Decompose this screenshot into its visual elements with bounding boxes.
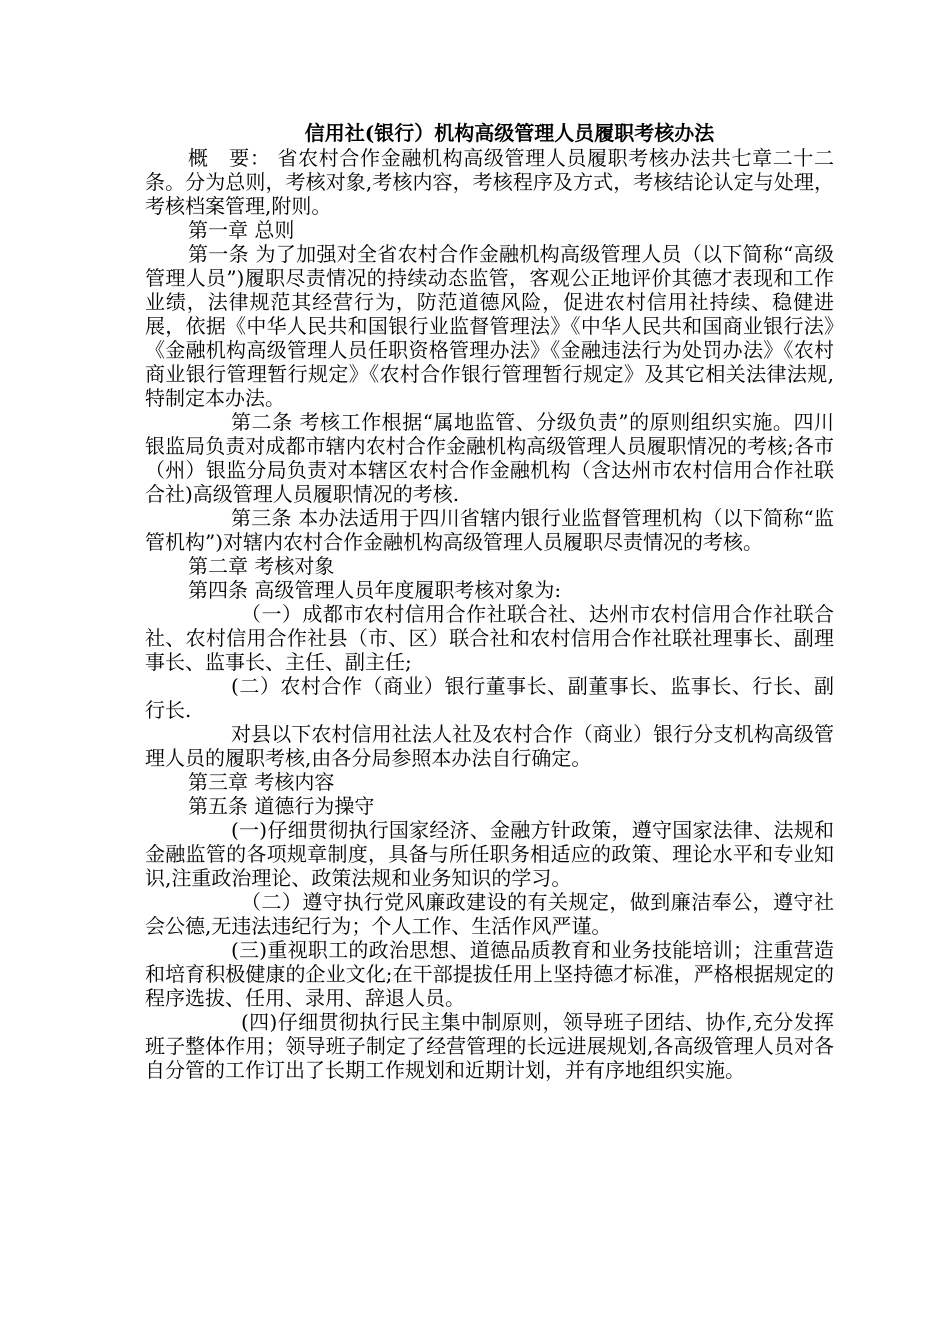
paragraph: 第二条 考核工作根据“属地监管、分级负责”的原则组织实施。四川银监局负责对成都市辖内农村合作金融机构高级管理人员履职情况的考核;各市（州）银监分局负责对本辖区农村合作金融机构（含达州市农村信用合作社联合社)高级管理人员履职情况的考核. [145, 410, 834, 506]
document-body [145, 146, 834, 1082]
paragraph: (二）农村合作（商业）银行董事长、副董事长、监事长、行长、副行长. [145, 674, 834, 722]
paragraph: (一)仔细贯彻执行国家经济、金融方针政策，遵守国家法律、法规和金融监管的各项规章制度，具备与所任职务相适应的政策、理论水平和专业知识,注重政治理论、政策法规和业务知识的学习。 [145, 818, 834, 890]
paragraph: 概 要： 省农村合作金融机构高级管理人员履职考核办法共七章二十二条。分为总则，考核对象,考核内容，考核程序及方式，考核结论认定与处理，考核档案管理,附则。 [145, 146, 834, 218]
paragraph: 第三条 本办法适用于四川省辖内银行业监督管理机构（以下简称“监管机构”)对辖内农村合作金融机构高级管理人员履职尽责情况的考核。 [145, 506, 834, 554]
paragraph: 对县以下农村信用社法人社及农村合作（商业）银行分支机构高级管理人员的履职考核,由各分局参照本办法自行确定。 [145, 722, 834, 770]
paragraph: (三)重视职工的政治思想、道德品质教育和业务技能培训；注重营造和培育积极健康的企业文化;在干部提拔任用上坚持德才标准，严格根据规定的程序选拔、任用、录用、辞退人员。 [145, 938, 834, 1010]
paragraph: (四)仔细贯彻执行民主集中制原则，领导班子团结、协作,充分发挥班子整体作用；领导班子制定了经营管理的长远进展规划,各高级管理人员对各自分管的工作订出了长期工作规划和近期计划，并有序地组织实施。 [145, 1010, 834, 1082]
paragraph: 第三章 考核内容 [188, 770, 335, 794]
paragraph: （二）遵守执行党风廉政建设的有关规定，做到廉洁奉公，遵守社会公德,无违法违纪行为；个人工作、生活作风严谨。 [145, 890, 834, 938]
paragraph: （一）成都市农村信用合作社联合社、达州市农村信用合作社联合社、农村信用合作社县（市、区）联合社和农村信用合作社联社理事长、副理事长、监事长、主任、副主任; [145, 602, 834, 674]
paragraph: 第二章 考核对象 [188, 554, 335, 578]
paragraph: 第五条 道德行为操守 [188, 794, 375, 818]
document-title: 信用社(银行）机构高级管理人员履职考核办法 [304, 121, 715, 145]
paragraph: 第四条 高级管理人员年度履职考核对象为: [188, 578, 562, 602]
paragraph: 第一条 为了加强对全省农村合作金融机构高级管理人员（以下简称“高级管理人员”)履职尽责情况的持续动态监管，客观公正地评价其德才表现和工作业绩，法律规范其经营行为，防范道德风险，促进农村信用社持续、稳健进展，依据《中华人民共和国银行业监督管理法》《中华人民共和国商业银行法》《金融机构高级管理人员任职资格管理办法》《金融违法行为处罚办法》《农村商业银行管理暂行规定》《农村合作银行管理暂行规定》及其它相关法律法规,特制定本办法。 [145, 242, 834, 410]
paragraph: 第一章 总则 [188, 218, 295, 242]
